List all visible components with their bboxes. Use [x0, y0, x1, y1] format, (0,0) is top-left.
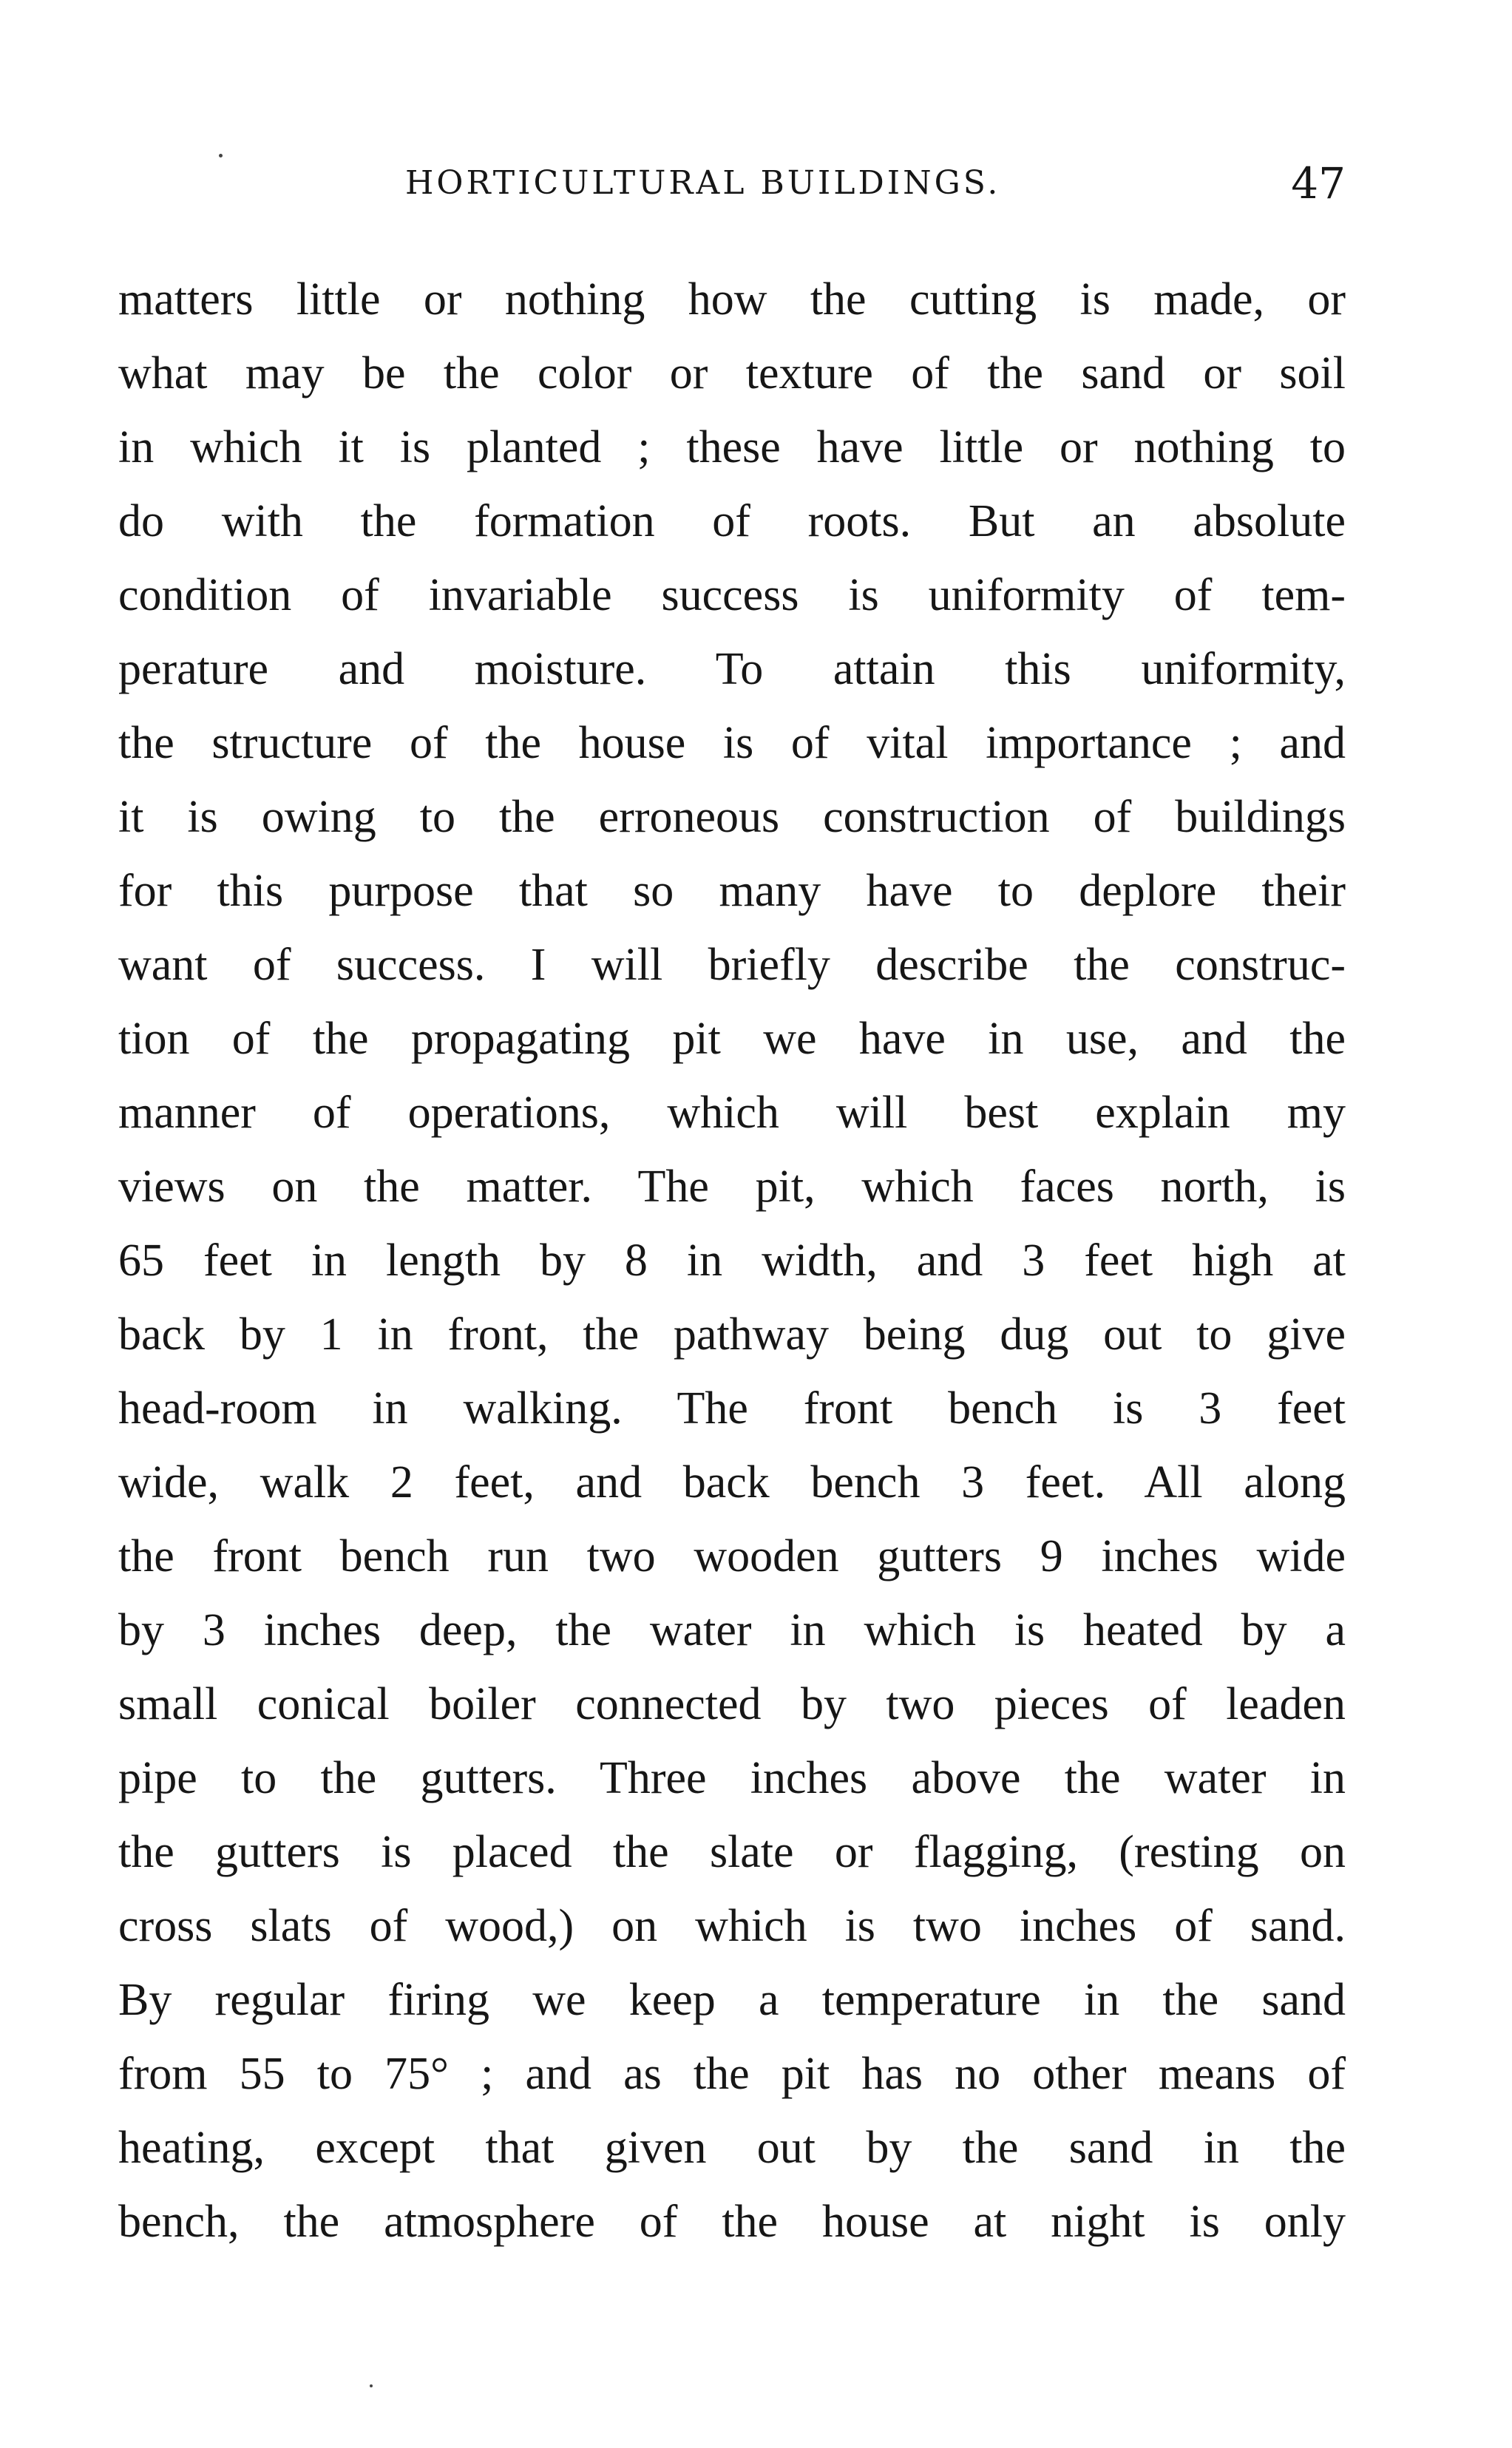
- text-line: head-room in walking. The front bench is 3 feet: [118, 1383, 1346, 1434]
- text-line: back by 1 in front, the pathway being dug out to give: [118, 1309, 1346, 1360]
- body-text: [118, 262, 1346, 2259]
- page-number: 47: [1291, 158, 1346, 208]
- text-line: the structure of the house is of vital importance ; and: [118, 718, 1346, 768]
- text-line: 65 feet in length by 8 in width, and 3 feet high at: [118, 1235, 1346, 1286]
- scan-speck: [219, 154, 223, 157]
- running-head: HORTICULTURAL BUILDINGS.: [405, 164, 1001, 202]
- text-line: cross slats of wood,) on which is two inches of sand.: [118, 1901, 1346, 1951]
- text-line: bench, the atmosphere of the house at night is only: [118, 2197, 1346, 2247]
- text-line: manner of operations, which will best explain my: [118, 1088, 1346, 1138]
- text-line: views on the matter. The pit, which faces north, is: [118, 1162, 1346, 1212]
- text-line: small conical boiler connected by two pieces of leaden: [118, 1679, 1346, 1729]
- text-line: the gutters is placed the slate or flagging, (resting on: [118, 1827, 1346, 1877]
- text-line: wide, walk 2 feet, and back bench 3 feet. All along: [118, 1457, 1346, 1508]
- text-line: do with the formation of roots. But an absolute: [118, 496, 1346, 546]
- text-line: it is owing to the erroneous construction of buildings: [118, 792, 1346, 842]
- text-line: condition of invariable success is uniformity of tem-: [118, 570, 1346, 620]
- text-line: matters little or nothing how the cutting is made, or: [118, 274, 1346, 325]
- text-line: by 3 inches deep, the water in which is heated by a: [118, 1605, 1346, 1655]
- text-line: By regular firing we keep a temperature in the sand: [118, 1975, 1346, 2025]
- text-line: heating, except that given out by the sand in the: [118, 2123, 1346, 2173]
- scan-speck: [370, 2384, 373, 2387]
- text-line: want of success. I will briefly describe the construc-: [118, 940, 1346, 990]
- text-line: what may be the color or texture of the sand or soil: [118, 348, 1346, 399]
- text-line: from 55 to 75° ; and as the pit has no other means of: [118, 2049, 1346, 2099]
- text-line: in which it is planted ; these have little or nothing to: [118, 422, 1346, 472]
- text-line: for this purpose that so many have to deplore their: [118, 866, 1346, 916]
- page-header: [118, 154, 1346, 213]
- text-line: perature and moisture. To attain this uniformity,: [118, 644, 1346, 694]
- text-line: pipe to the gutters. Three inches above the water in: [118, 1753, 1346, 1803]
- text-line: the front bench run two wooden gutters 9 inches wide: [118, 1531, 1346, 1581]
- text-line: tion of the propagating pit we have in use, and the: [118, 1014, 1346, 1064]
